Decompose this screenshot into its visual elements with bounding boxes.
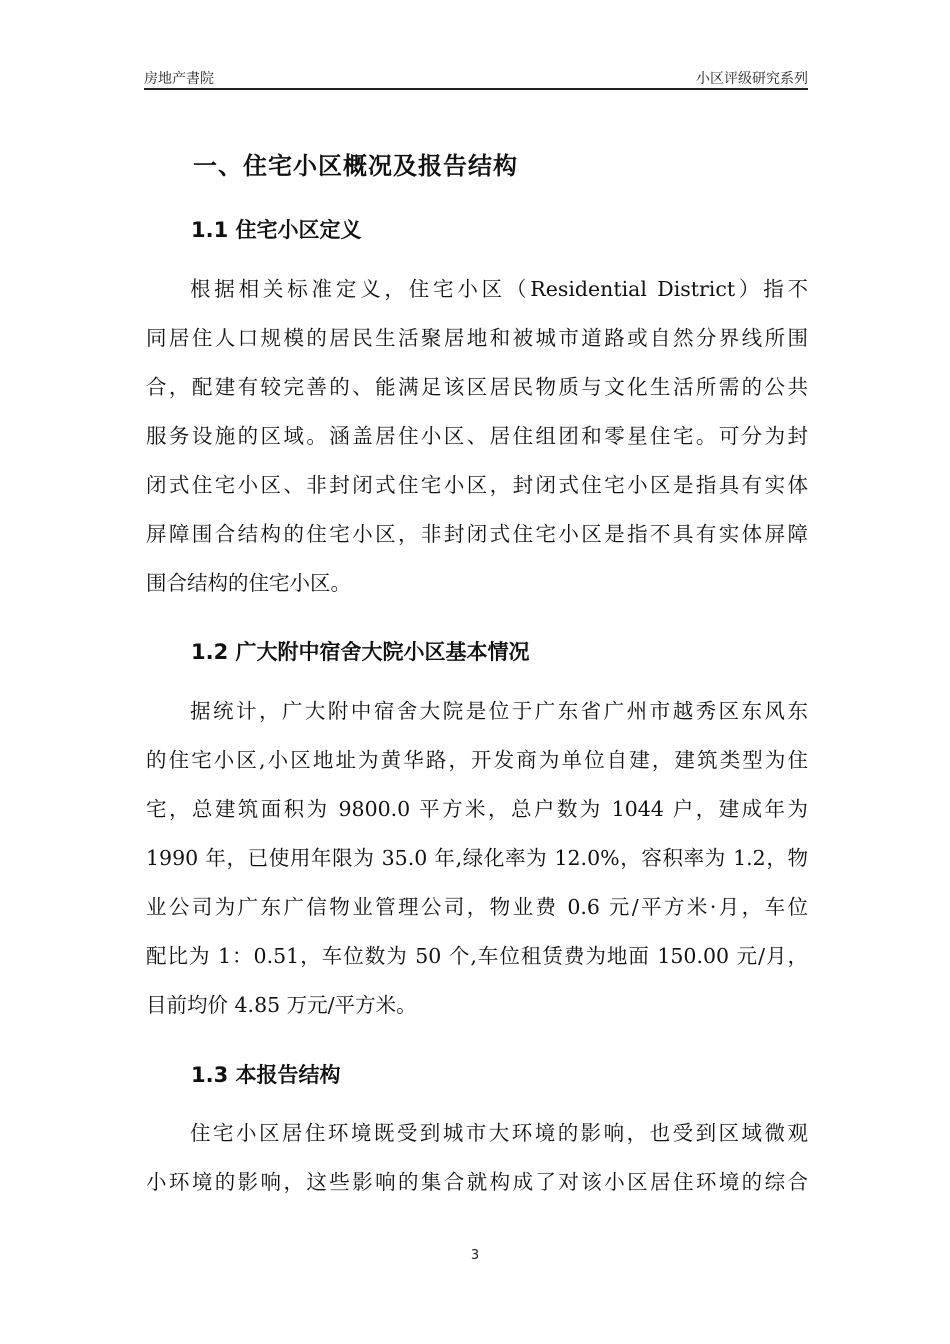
paragraph-line: 根据相关标准定义，住宅小区（Residential District）指不 xyxy=(190,277,808,301)
paragraph-line: 围合结构的住宅小区。 xyxy=(146,571,351,595)
page-number: 3 xyxy=(470,1248,480,1263)
chapter-title: 一、住宅小区概况及报告结构 xyxy=(193,152,518,180)
paragraph-line: 配比为 1：0.51，车位数为 50 个,车位租赁费为地面 150.00 元/月， xyxy=(146,944,808,968)
paragraph-line: 宅，总建筑面积为 9800.0 平方米，总户数为 1044 户，建成年为 xyxy=(146,797,808,821)
section-1-3-paragraph xyxy=(146,1109,808,1207)
header-divider xyxy=(144,88,808,90)
section-1-1-paragraph xyxy=(146,265,808,608)
paragraph-line: 闭式住宅小区、非封闭式住宅小区，封闭式住宅小区是指具有实体 xyxy=(146,473,808,497)
paragraph-line: 屏障围合结构的住宅小区，非封闭式住宅小区是指不具有实体屏障 xyxy=(146,522,808,546)
paragraph-line: 1990 年，已使用年限为 35.0 年,绿化率为 12.0%，容积率为 1.2，物 xyxy=(146,846,808,870)
section-heading-1-3: 1.3 本报告结构 xyxy=(191,1063,341,1087)
paragraph-line: 小环境的影响，这些影响的集合就构成了对该小区居住环境的综合 xyxy=(146,1170,808,1194)
paragraph-line: 服务设施的区域。涵盖居住小区、居住组团和零星住宅。可分为封 xyxy=(146,424,808,448)
section-1-2-paragraph xyxy=(146,687,808,1030)
page-header xyxy=(144,66,808,88)
header-publisher: 房地产書院 xyxy=(144,71,214,87)
section-heading-1-2: 1.2 广大附中宿舍大院小区基本情况 xyxy=(191,640,530,664)
paragraph-line: 目前均价 4.85 万元/平方米。 xyxy=(146,993,417,1017)
paragraph-line: 的住宅小区,小区地址为黄华路，开发商为单位自建，建筑类型为住 xyxy=(146,748,808,772)
section-heading-1-1: 1.1 住宅小区定义 xyxy=(191,218,362,242)
paragraph-line: 合，配建有较完善的、能满足该区居民物质与文化生活所需的公共 xyxy=(146,375,808,399)
paragraph-line: 业公司为广东广信物业管理公司，物业费 0.6 元/平方米·月，车位 xyxy=(146,895,808,919)
paragraph-line: 据统计，广大附中宿舍大院是位于广东省广州市越秀区东风东 xyxy=(190,699,808,723)
header-series-title: 小区评级研究系列 xyxy=(696,71,808,87)
paragraph-line: 同居住人口规模的居民生活聚居地和被城市道路或自然分界线所围 xyxy=(146,326,808,350)
paragraph-line: 住宅小区居住环境既受到城市大环境的影响，也受到区域微观 xyxy=(190,1121,808,1145)
